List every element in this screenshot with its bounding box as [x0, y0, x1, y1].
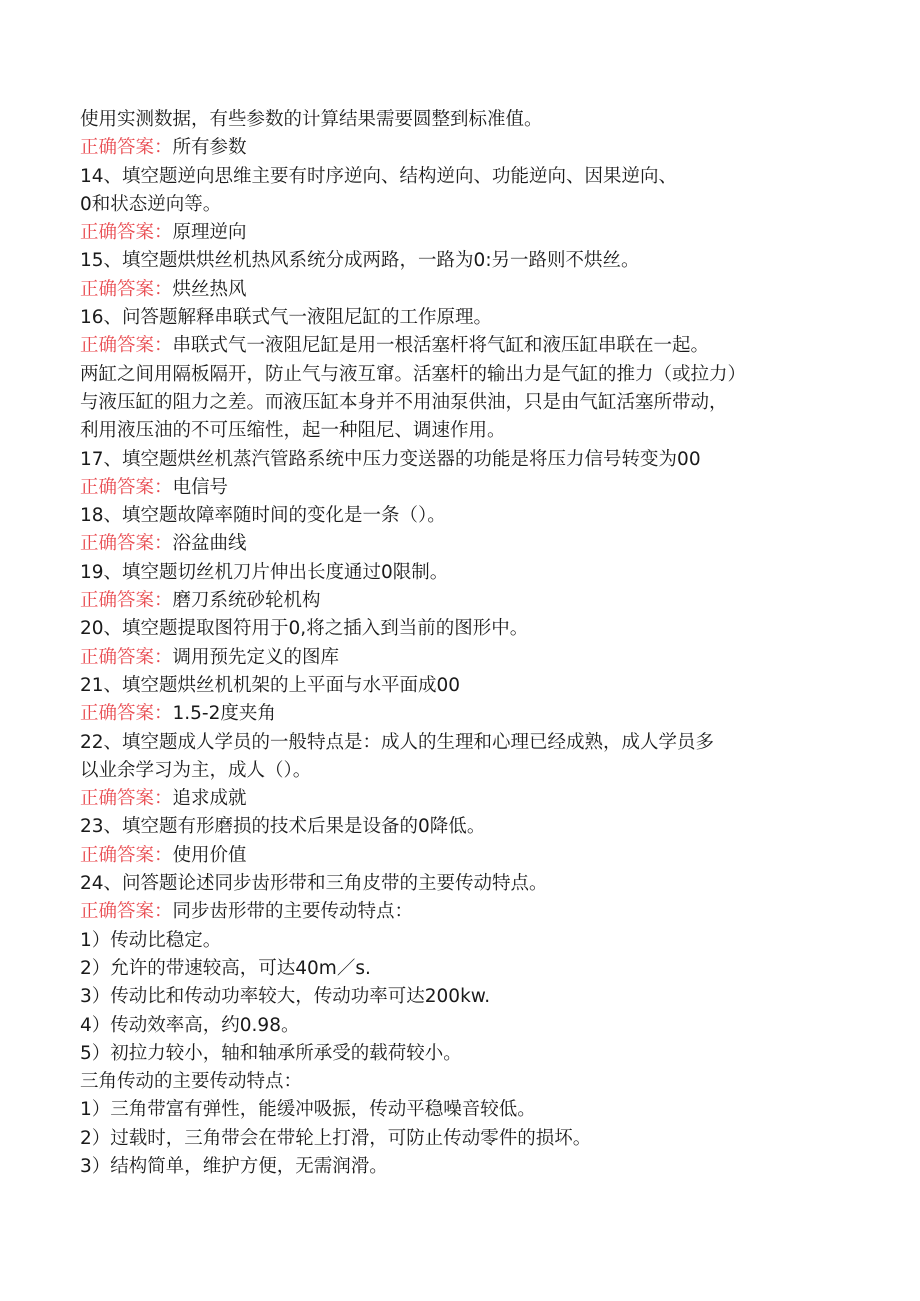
- text-line: 1）传动比稳定。: [80, 929, 222, 951]
- text-line: 三角传动的主要传动特点：: [80, 1071, 303, 1093]
- text-line: 18、填空题故障率随时间的变化是一条（）。: [80, 505, 446, 527]
- text-line: 1）三角带富有弹性，能缓冲吸振，传动平稳噪音较低。: [80, 1099, 536, 1121]
- answer-line: [80, 785, 860, 813]
- text-line: 与液压缸的阻力之差。而液压缸本身并不用油泵供油，只是由气缸活塞所带动，: [80, 391, 728, 413]
- text-line: 21、填空题烘丝机机架的上平面与水平面成00: [80, 674, 461, 696]
- text-line: 3）传动比和传动功率较大，传动功率可达200kw.: [80, 986, 491, 1008]
- text-line: 15、填空题烘烘丝机热风系统分成两路，一路为0:另一路则不烘丝。: [80, 250, 640, 272]
- text-line: 5）初拉力较小，轴和轴承所承受的载荷较小。: [80, 1042, 462, 1064]
- text-line: 16、问答题解释串联式气一液阻尼缸的工作原理。: [80, 307, 493, 329]
- answer-line: [80, 332, 860, 360]
- answer-label: 正确答案：: [80, 703, 173, 725]
- text-line: 0和状态逆向等。: [80, 193, 222, 215]
- text-line: 14、填空题逆向思维主要有时序逆向、结构逆向、功能逆向、因果逆向、: [80, 165, 678, 187]
- answer-line: [80, 700, 860, 728]
- document-page: [80, 106, 860, 1181]
- answer-label: 正确答案：: [80, 476, 173, 498]
- answer-line: [80, 276, 860, 304]
- text-line: 2）过载时，三角带会在带轮上打滑，可防止传动零件的损坏。: [80, 1127, 592, 1149]
- answer-label: 正确答案：: [80, 222, 173, 244]
- answer-label: 正确答案：: [80, 278, 173, 300]
- answer-text: 使用价值: [172, 844, 247, 866]
- answer-text: 原理逆向: [172, 222, 247, 244]
- answer-line: [80, 219, 860, 247]
- answer-label: 正确答案：: [80, 901, 173, 923]
- answer-line: [80, 842, 860, 870]
- answer-label: 正确答案：: [80, 335, 173, 357]
- text-line: 19、填空题切丝机刀片伸出长度通过0限制。: [80, 561, 449, 583]
- answer-text: 串联式气一液阻尼缸是用一根活塞杆将气缸和液压缸串联在一起。: [172, 335, 710, 357]
- answer-text: 同步齿形带的主要传动特点：: [172, 901, 414, 923]
- text-line: 24、问答题论述同步齿形带和三角皮带的主要传动特点。: [80, 873, 548, 895]
- answer-text: 1.5-2度夹角: [172, 703, 276, 725]
- answer-line: [80, 898, 860, 926]
- text-line: 两缸之间用隔板隔开，防止气与液互窜。活塞杆的输出力是气缸的推力（或拉力）: [80, 363, 747, 385]
- text-line: 使用实测数据，有些参数的计算结果需要圆整到标准值。: [80, 109, 543, 130]
- answer-label: 正确答案：: [80, 646, 173, 668]
- answer-text: 调用预先定义的图库: [172, 646, 340, 668]
- answer-label: 正确答案：: [80, 590, 173, 612]
- answer-text: 电信号: [172, 476, 229, 498]
- answer-label: 正确答案：: [80, 533, 173, 555]
- text-line: 2）允许的带速较高，可达40m／s.: [80, 957, 371, 979]
- answer-line: [80, 644, 860, 672]
- answer-label: 正确答案：: [80, 788, 173, 810]
- text-line: 利用液压油的不可压缩性，起一种阻尼、调速作用。: [80, 420, 506, 442]
- answer-text: 浴盆曲线: [172, 533, 247, 555]
- text-line: 20、填空题提取图符用于0,将之插入到当前的图形中。: [80, 618, 529, 640]
- answer-line: [80, 474, 860, 502]
- text-line: 23、填空题有形磨损的技术后果是设备的0降低。: [80, 816, 486, 838]
- answer-text: 追求成就: [172, 788, 247, 810]
- answer-line: [80, 530, 860, 558]
- answer-line: [80, 587, 860, 615]
- text-line: 3）结构简单，维护方便，无需润滑。: [80, 1155, 388, 1177]
- answer-label: 正确答案：: [80, 844, 173, 866]
- text-line: 22、填空题成人学员的一般特点是：成人的生理和心理已经成熟，成人学员多: [80, 731, 715, 753]
- text-line: 17、填空题烘丝机蒸汽管路系统中压力变送器的功能是将压力信号转变为00: [80, 448, 701, 470]
- answer-text: 磨刀系统砂轮机构: [172, 590, 321, 612]
- answer-line: [80, 134, 860, 162]
- text-line: 以业余学习为主，成人（）。: [80, 759, 312, 781]
- text-line: 4）传动效率高，约0.98。: [80, 1014, 300, 1036]
- answer-text: 烘丝热风: [172, 278, 247, 300]
- answer-text: 所有参数: [172, 137, 247, 159]
- answer-label: 正确答案：: [80, 137, 173, 159]
